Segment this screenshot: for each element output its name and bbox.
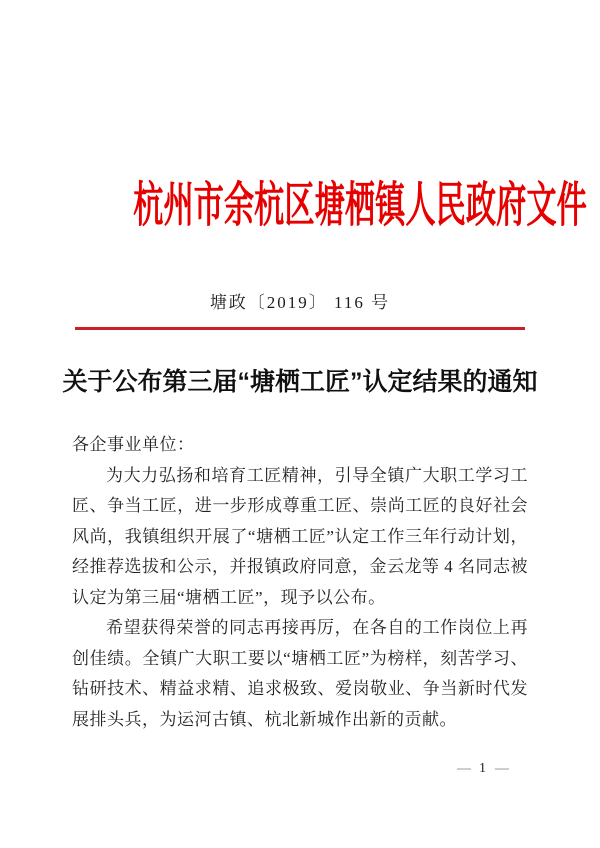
- red-divider-line: [75, 327, 525, 330]
- document-number: 塘政〔2019〕 116 号: [209, 293, 391, 312]
- body-paragraph: 希望获得荣誉的同志再接再厉，在各自的工作岗位上再创佳绩。全镇广大职工要以“塘栖工匠”为榜样，刻苦学习、钻研技术、精益求精、追求极致、爱岗敬业、争当新时代发展排头兵，为运河古镇、杭北新城作出新的贡献。: [72, 618, 528, 729]
- document-title: 关于公布第三届“塘栖工匠”认定结果的通知: [62, 368, 538, 396]
- salutation: 各企事业单位：: [72, 435, 195, 454]
- page-number-value: 1: [479, 761, 486, 776]
- page-number-dash-right: —: [495, 761, 508, 776]
- document-body: [72, 430, 528, 735]
- body-paragraph: 为大力弘扬和培育工匠精神，引导全镇广大职工学习工匠、争当工匠，进一步形成尊重工匠、崇尚工匠的良好社会风尚，我镇组织开展了“塘栖工匠”认定工作三年行动计划，经推荐选拔和公示，并报镇政府同意，金云龙等 4 名同志被认定为第三届“塘栖工匠”，现予以公布。: [72, 465, 528, 607]
- agency-masthead: [0, 180, 600, 232]
- page-number-dash-left: —: [457, 761, 470, 776]
- page-number: [457, 760, 508, 778]
- agency-masthead-title: 杭州市余杭区塘栖镇人民政府文件: [133, 179, 587, 232]
